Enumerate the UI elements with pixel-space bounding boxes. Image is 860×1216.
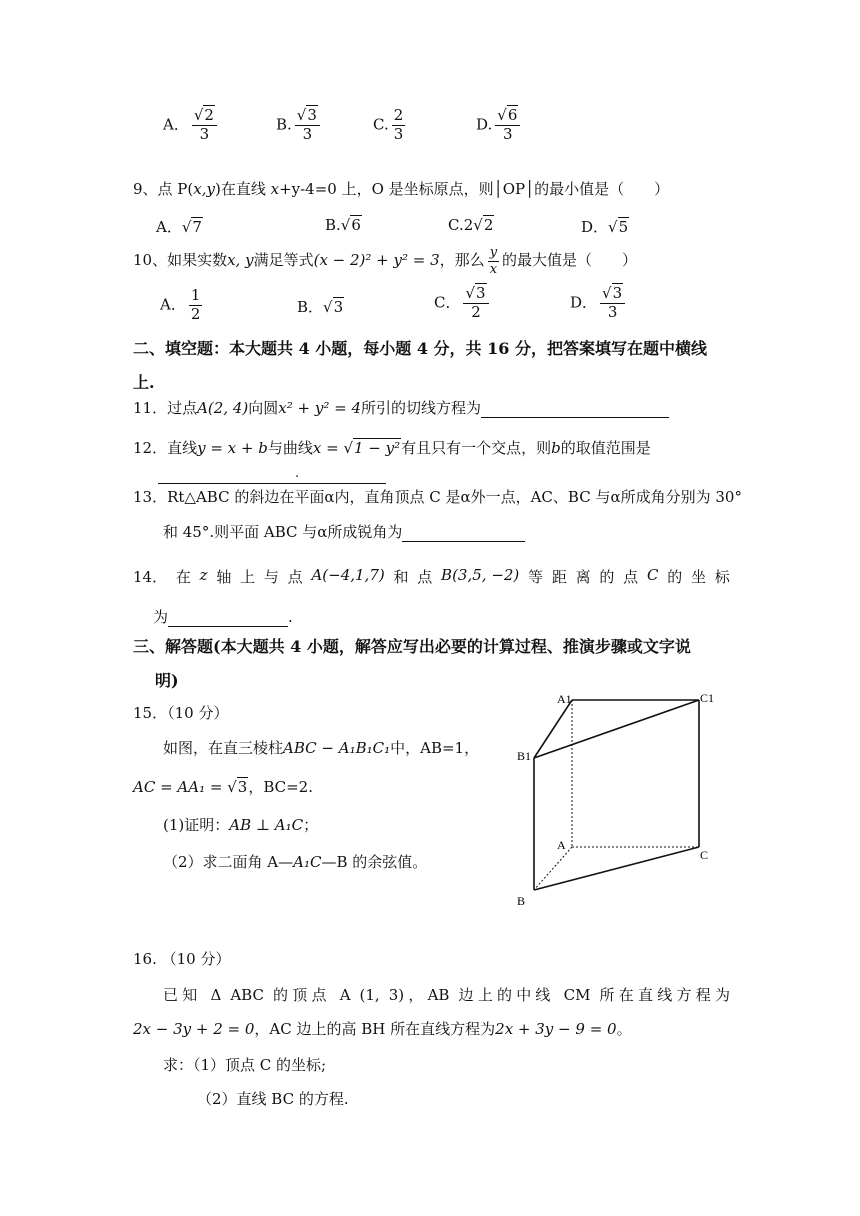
- prism-diagram: [500, 680, 740, 915]
- q9-option-b: B.√ 6: [325, 216, 362, 234]
- q10-option-c: C． √ $\frac{3}{2}$: [434, 286, 492, 321]
- q14-word: 点: [623, 568, 639, 586]
- q14-word: C: [646, 566, 659, 584]
- label-a: A: [557, 838, 566, 852]
- q15-part1: (1)证明：AB ⊥ A₁C；: [163, 816, 319, 834]
- q11: 11．过点A(2, 4)向圆x² + y² = 4所引的切线方程为: [133, 397, 669, 418]
- q15-line1: 如图，在直三棱柱ABC − A₁B₁C₁中，AB=1，: [163, 739, 480, 757]
- q14-line1: [133, 566, 730, 587]
- q14-word: 离: [575, 568, 591, 586]
- q15-part2: （2）求二面角 A—A₁C—B 的余弦值。: [163, 853, 428, 871]
- q9-option-c: C.2√ 2: [448, 216, 494, 234]
- q9-option-d: D．√ 5: [581, 216, 629, 237]
- q8-option-c: C. $\frac{2}{3}$: [373, 106, 404, 143]
- q12-end: .: [295, 466, 300, 481]
- q14-word: 上: [240, 568, 256, 586]
- section3-heading: 三、解答题(本大题共 4 小题，解答应写出必要的计算过程、推演步骤或文字说: [133, 637, 691, 656]
- q9-stem: 9、点 P(x,y)在直线 x+y-4=0 上，O 是坐标原点，则│OP│的最小值是（ ）: [133, 180, 670, 198]
- edge-ab: [534, 847, 572, 890]
- q14-word: 标: [714, 568, 730, 586]
- q16-line1: 已知 Δ ABC 的顶点 A (1, 3)，AB 边上的中线 CM 所在直线方程为: [163, 986, 730, 1004]
- edge-bc: [534, 847, 699, 890]
- q8-option-a: A． √ $\frac{2}{3}$: [163, 108, 220, 143]
- label-c: C: [700, 848, 709, 862]
- q14-answer-blank[interactable]: [168, 610, 288, 627]
- q12: 12．直线y = x + b与曲线x = √ 1 − y²有且只有一个交点，则b的取值范围是: [133, 437, 651, 458]
- q14-word: 在: [175, 568, 191, 586]
- q10-option-b: B．√ 3: [297, 296, 344, 317]
- q14-word: 与: [263, 568, 279, 586]
- edge-a1b1: [534, 700, 572, 758]
- q11-answer-blank[interactable]: [481, 401, 669, 418]
- q13-line1: 13．Rt△ABC 的斜边在平面α内，直角顶点 C 是α外一点，AC、BC 与α所成角分别为 30°: [133, 488, 742, 506]
- q14-word: 点: [417, 568, 433, 586]
- q16-part2: （2）直线 BC 的方程.: [197, 1090, 349, 1108]
- q15-line2: AC = AA₁ = √ 3，BC=2.: [133, 776, 313, 797]
- section3-heading-cont: 明): [155, 671, 179, 690]
- q14-word: 和: [393, 568, 409, 586]
- section2-heading-cont: 上.: [133, 373, 155, 392]
- q9-option-a: A．√ 7: [156, 216, 203, 237]
- q14-word: 轴: [216, 568, 232, 586]
- edge-b1c1: [534, 700, 699, 758]
- q13-line2: 和 45°.则平面 ABC 与α所成锐角为: [163, 521, 525, 542]
- q15-header: 15．（10 分）: [133, 704, 229, 722]
- q14-line2: 为 .: [153, 608, 293, 626]
- q14-word: 的: [599, 568, 615, 586]
- q10-stem: 10、如果实数x, y满足等式(x − 2)² + y² = 3，那么 $\frac{y}{x}$ 的最大值是（ ）: [133, 245, 638, 277]
- q10-option-d: D． √ $\frac{3}{3}$: [570, 286, 628, 321]
- q16-header: 16. （10 分）: [133, 950, 231, 968]
- q8-option-b: B. √ $\frac{3}{3}$: [276, 108, 323, 143]
- q13-answer-blank[interactable]: [402, 525, 525, 542]
- q14-word: 14．: [133, 568, 168, 586]
- label-b: B: [517, 894, 526, 908]
- q8-option-d: D. √ $\frac{6}{3}$: [476, 108, 523, 143]
- label-b1: B1: [517, 749, 532, 763]
- q12-answer-line[interactable]: [158, 466, 386, 484]
- q14-word: A(−4,1,7): [311, 566, 385, 584]
- label-c1: C1: [700, 691, 715, 705]
- label-a1: A1: [557, 692, 572, 706]
- q14-word: z: [199, 566, 208, 584]
- q10-option-a: A． $\frac{1}{2}$: [160, 286, 201, 323]
- q14-word: 等: [528, 568, 544, 586]
- q14-word: 点: [287, 568, 303, 586]
- q14-word: 距: [551, 568, 567, 586]
- q14-word: 坐: [690, 568, 706, 586]
- section2-heading: 二、填空题：本大题共 4 小题，每小题 4 分，共 16 分，把答案填写在题中横线: [133, 339, 707, 358]
- q14-word: 的: [667, 568, 683, 586]
- q16-line2: 2x − 3y + 2 = 0，AC 边上的高 BH 所在直线方程为2x + 3y − 9 = 0。: [133, 1020, 632, 1038]
- q14-word: B(3,5, −2): [441, 566, 520, 584]
- q16-part1: 求：（1）顶点 C 的坐标;: [163, 1056, 327, 1074]
